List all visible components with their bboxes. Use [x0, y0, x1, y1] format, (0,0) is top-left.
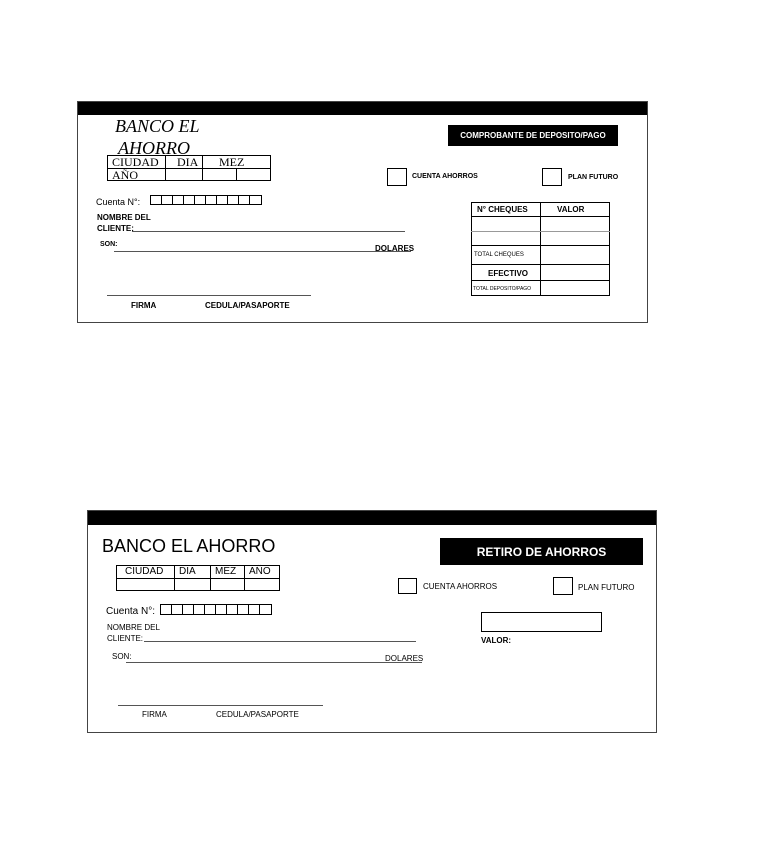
son-label: SON: — [100, 241, 118, 248]
plan-futuro-checkbox[interactable] — [542, 168, 562, 186]
son-label: SON: — [112, 652, 132, 661]
cheque-table-divider — [471, 231, 610, 232]
dolares-label: DOLARES — [375, 244, 415, 253]
withdrawal-slip-header-bar — [88, 511, 656, 525]
son-line[interactable] — [114, 251, 411, 252]
location-header-dia: DIA — [177, 155, 199, 169]
cuenta-ahorros-checkbox[interactable] — [387, 168, 407, 186]
firma-label: FIRMA — [142, 710, 167, 719]
signature-line[interactable] — [118, 705, 323, 706]
cheque-table-col2: VALOR — [557, 205, 585, 214]
son-line[interactable] — [126, 662, 422, 663]
signature-line[interactable] — [107, 295, 311, 296]
account-number-label: Cuenta N°: — [106, 606, 156, 617]
location-divider — [107, 168, 271, 169]
account-number-label: Cuenta N°: — [96, 197, 141, 207]
cheque-table-col1: N° CHEQUES — [477, 205, 528, 214]
account-number-boxes[interactable] — [150, 195, 262, 205]
client-name-line[interactable] — [144, 641, 416, 642]
location-header-ano: AÑO — [112, 168, 138, 182]
plan-futuro-checkbox[interactable] — [553, 577, 573, 595]
location-divider — [236, 168, 237, 181]
deposit-title: COMPROBANTE DE DEPOSITO/PAGO — [448, 125, 618, 146]
deposit-slip-header-bar — [78, 102, 647, 115]
location-divider — [210, 565, 211, 591]
location-divider — [244, 565, 245, 591]
plan-futuro-label: PLAN FUTURO — [578, 583, 635, 592]
total-deposito-label: TOTAL DEPOSITO/PAGO — [473, 286, 532, 292]
client-name-label-1: NOMBRE DEL — [97, 213, 151, 222]
client-name-label-1: NOMBRE DEL — [107, 623, 160, 632]
cuenta-ahorros-label: CUENTA AHORROS — [423, 582, 498, 591]
location-header-ano: AÑO — [249, 566, 271, 577]
valor-label: VALOR: — [481, 636, 512, 645]
cheque-table-divider — [471, 264, 610, 265]
deposit-slip — [77, 101, 648, 323]
client-name-label-2: CLIENTE: — [107, 634, 144, 643]
withdrawal-title: RETIRO DE AHORROS — [440, 538, 643, 565]
location-divider — [165, 155, 166, 181]
location-header-ciudad: CIUDAD — [112, 155, 159, 169]
location-divider — [116, 578, 280, 579]
bank-name-line2: AHORRO — [118, 138, 190, 158]
account-number-boxes[interactable] — [160, 604, 272, 615]
cheque-table-divider — [471, 216, 610, 217]
cuenta-ahorros-label: CUENTA AHORROS — [412, 173, 478, 180]
cuenta-ahorros-checkbox[interactable] — [398, 578, 417, 594]
withdrawal-slip — [87, 510, 657, 733]
location-header-dia: DIA — [179, 566, 196, 577]
efectivo-label: EFECTIVO — [488, 269, 529, 278]
location-header-ciudad: CIUDAD — [125, 566, 164, 577]
valor-box[interactable] — [481, 612, 602, 632]
dolares-label: DOLARES — [385, 654, 424, 663]
plan-futuro-label: PLAN FUTURO — [568, 174, 619, 181]
location-divider — [174, 565, 175, 591]
cedula-label: CEDULA/PASAPORTE — [205, 301, 290, 310]
total-cheques-label: TOTAL CHEQUES — [474, 252, 524, 258]
cheque-table-divider — [471, 245, 610, 246]
bank-name-line1: BANCO EL — [115, 116, 200, 136]
location-header-mez: MEZ — [215, 566, 237, 577]
firma-label: FIRMA — [131, 301, 157, 310]
cheque-table-divider — [471, 280, 610, 281]
location-header-mez: MEZ — [219, 155, 245, 169]
cedula-label: CEDULA/PASAPORTE — [216, 710, 299, 719]
client-name-line[interactable] — [132, 231, 405, 232]
bank-name: BANCO EL AHORRO — [102, 536, 276, 556]
location-divider — [202, 155, 203, 181]
client-name-label-2: CLIENTE: — [97, 224, 134, 233]
